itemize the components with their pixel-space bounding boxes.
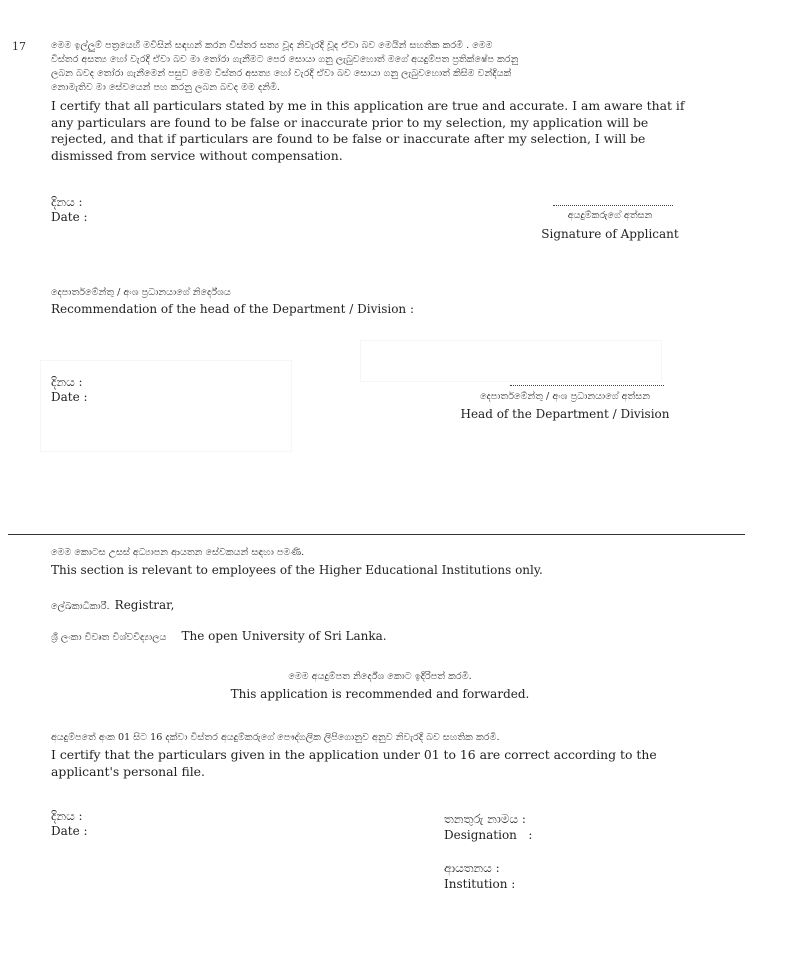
registrar-line bbox=[51, 594, 174, 614]
forwarded-note-sinhala: මෙම අයදුම්පත නිර්දේශ කොට ඉදිරිපත් කරමි. bbox=[288, 671, 472, 682]
signature-label: Signature of Applicant bbox=[541, 227, 679, 241]
university-name: The open University of Sri Lanka. bbox=[181, 629, 387, 643]
date-label: Date : bbox=[51, 390, 88, 404]
declaration-sinhala-line: මෙම ඉල්ලුම් පත්‍රයෙහි මවිසින් සඳහන් කරන විස්තර සත්‍ය වූද නිවැරදි වූද ඒවා බව මෙයින් සහතික කරමි . මෙම bbox=[51, 40, 493, 51]
signature-label-sinhala: අයදුම්කරුගේ අත්සන bbox=[567, 210, 653, 221]
university-sinhala: ශ්‍රී ලංකා විවෘත විශ්වවිද්‍යාලය bbox=[51, 632, 167, 643]
head-signature-label: Head of the Department / Division bbox=[460, 407, 670, 421]
head-signature-label-sinhala: දෙපාර්තමේන්තු / අංශ ප්‍රධානයාගේ අත්සන bbox=[479, 391, 651, 402]
date-label: Date : bbox=[51, 210, 88, 224]
registrar-sinhala: ලේඛකාධිකාරී. bbox=[51, 601, 110, 612]
declaration-sinhala bbox=[51, 39, 691, 95]
section-divider bbox=[8, 534, 745, 535]
declaration-sinhala-line: ලබන බවද තෝරා ගැනීමෙන් පසුව මෙම විස්තර අසත්‍ය හෝ වැරදි ඒවා බව සොයා ගනු ලැබුවහොත් කිසිම වන්දියක් bbox=[51, 68, 512, 79]
forwarded-note: This application is recommended and forwarded. bbox=[230, 687, 530, 701]
institution-label: Institution : bbox=[444, 877, 516, 891]
designation-label-sinhala: තනතුරු නාමය : bbox=[444, 812, 526, 826]
date-label-sinhala: දිනය : bbox=[51, 195, 83, 209]
institution-label-sinhala: ආයතනය : bbox=[444, 861, 500, 875]
declaration-sinhala-line: විස්තර අසත්‍ය හෝ වැරදි ඒවා බව මා තෝරා ගැනීමට පෙර සොයා ගනු ලැබුවහොත් මගේ අයදුම්පත ප්‍රතික්ෂේප කරනු bbox=[51, 54, 519, 65]
designation-label: Designation : bbox=[444, 828, 533, 842]
certify-note: I certify that the particulars given in the application under 01 to 16 are correct according to the applicant's personal file. bbox=[51, 747, 657, 779]
date-label-sinhala: දිනය : bbox=[51, 809, 83, 823]
relevance-note: This section is relevant to employees of the Higher Educational Institutions only. bbox=[51, 563, 543, 577]
certify-note-sinhala: අයදුම්පතේ අංක 01 සිට 16 දක්වා විස්තර අයදුම්කරුගේ පෞද්ගලික ලිපිගොනුව අනුව නිවැරදි බව සහතික කරමි. bbox=[51, 732, 500, 743]
date-label: Date : bbox=[51, 824, 88, 838]
declaration-english: I certify that all particulars stated by me in this application are true and accurate. I am aware that if any particulars are found to be false or inaccurate prior to my selection, my application will be rejected, and that if particulars are found to be false or inaccurate after my selection, I will be dismissed from service without compensation. bbox=[51, 98, 685, 163]
head-signature-line bbox=[510, 385, 664, 386]
recommendation-label-sinhala: දෙපාර්තමේන්තු / අංශ ප්‍රධානයාගේ නිර්දේශය bbox=[51, 287, 231, 298]
item-number: 17 bbox=[12, 40, 26, 53]
declaration-sinhala-line: නොමැතිව මා සේවයෙන් පහ කරනු ලබන බවද මම දනිමි. bbox=[51, 82, 280, 93]
university-line bbox=[51, 625, 387, 645]
signature-line bbox=[553, 205, 673, 206]
date-label-sinhala: දිනය : bbox=[51, 375, 83, 389]
registrar: Registrar, bbox=[114, 598, 175, 612]
bleed-through-box bbox=[360, 340, 662, 382]
recommendation-label: Recommendation of the head of the Department / Division : bbox=[51, 302, 415, 316]
relevance-note-sinhala: මෙම කොටස උසස් අධ්‍යාපන ආයතන සේවකයන් සඳහා පමණි. bbox=[51, 547, 305, 558]
